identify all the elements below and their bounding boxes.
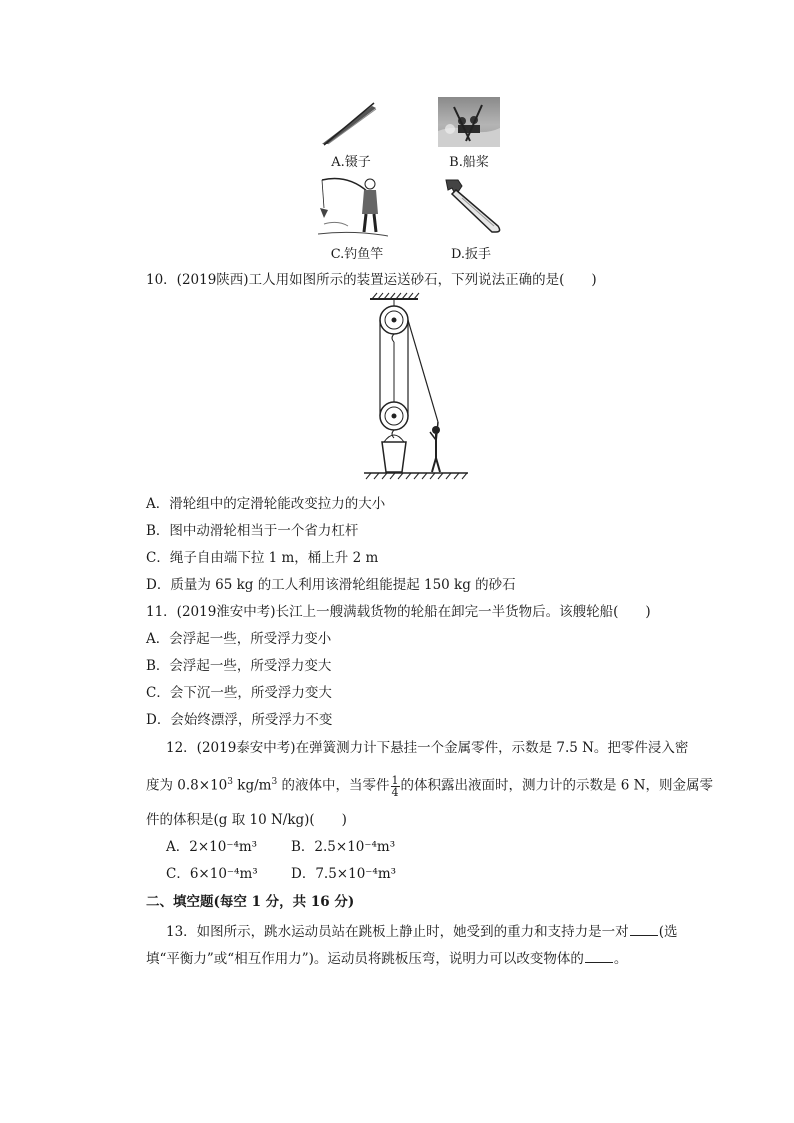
fishing-rod-image — [318, 174, 388, 238]
fraction-numerator: 1 — [391, 773, 399, 787]
question-10-option-a: A．滑轮组中的定滑轮能改变拉力的大小 — [146, 496, 386, 512]
question-12-line-1: 12．(2019泰安中考)在弹簧测力计下悬挂一个金属零件，示数是 7.5 N。把零件浸入密 — [166, 740, 689, 756]
question-10-stem: 10．(2019陕西)工人用如图所示的装置运送砂石，下列说法正确的是( ) — [146, 272, 597, 288]
tweezers-image — [318, 100, 380, 148]
q12-line2-end: 的体积露出液面时，测力计的示数是 6 N，则金属零 — [400, 777, 713, 794]
option-d-caption: D.扳手 — [450, 247, 492, 262]
pulley-system-diagram — [350, 292, 480, 488]
q12-density-exp: 3 — [227, 777, 233, 787]
question-12-option-a: A．2×10⁻⁴m³ — [166, 839, 258, 855]
question-12-option-d: D．7.5×10⁻⁴m³ — [291, 866, 397, 882]
answer-blank-1[interactable] — [630, 921, 658, 936]
question-12-option-b: B．2.5×10⁻⁴m³ — [291, 839, 396, 855]
question-13-line-1 — [166, 921, 677, 941]
one-quarter-fraction — [391, 775, 400, 798]
option-a-caption: A.镊子 — [331, 155, 371, 170]
paddle-photo — [438, 97, 500, 147]
q13-line1-text: 13．如图所示，跳水运动员站在跳板上静止时，她受到的重力和支持力是一对 — [166, 924, 629, 940]
q13-line1-end: (选 — [658, 924, 678, 940]
question-10-option-d: D．质量为 65 kg 的工人利用该滑轮组能提起 150 kg 的砂石 — [146, 577, 516, 593]
answer-blank-2[interactable] — [585, 948, 613, 963]
option-b-caption: B.船桨 — [449, 155, 489, 170]
q13-line2-end: 。 — [613, 951, 628, 967]
question-12-line-3: 件的体积是(g 取 10 N/kg)( ) — [146, 812, 347, 828]
question-11-stem: 11．(2019淮安中考)长江上一艘满载货物的轮船在卸完一半货物后。该艘轮船( ) — [146, 604, 651, 620]
question-11-option-a: A．会浮起一些，所受浮力变小 — [146, 631, 332, 647]
question-11-option-d: D．会始终漂浮，所受浮力不变 — [146, 712, 333, 728]
question-11-option-c: C．会下沉一些，所受浮力变大 — [146, 685, 332, 701]
question-12-line-2 — [146, 773, 713, 798]
q13-line2-text: 填“平衡力”或“相互作用力”)。运动员将跳板压弯，说明力可以改变物体的 — [146, 951, 584, 967]
question-10-option-c: C．绳子自由端下拉 1 m，桶上升 2 m — [146, 550, 379, 566]
option-c-caption: C.钓鱼竿 — [330, 247, 384, 262]
q12-density-unit-exp: 3 — [271, 777, 278, 787]
question-11-option-b: B．会浮起一些，所受浮力变大 — [146, 658, 332, 674]
q12-density-text: 度为 0.8×10 — [146, 777, 228, 794]
fraction-denominator: 4 — [391, 785, 399, 799]
section-2-title: 二、填空题(每空 1 分，共 16 分) — [146, 894, 355, 910]
question-12-option-c: C．6×10⁻⁴m³ — [166, 866, 258, 882]
q12-line2-mid: 的液体中，当零件 — [277, 777, 390, 794]
question-13-line-2 — [146, 948, 627, 968]
wrench-image — [440, 176, 508, 234]
question-10-option-b: B．图中动滑轮相当于一个省力杠杆 — [146, 523, 359, 539]
q12-density-unit: kg/m — [233, 777, 272, 794]
